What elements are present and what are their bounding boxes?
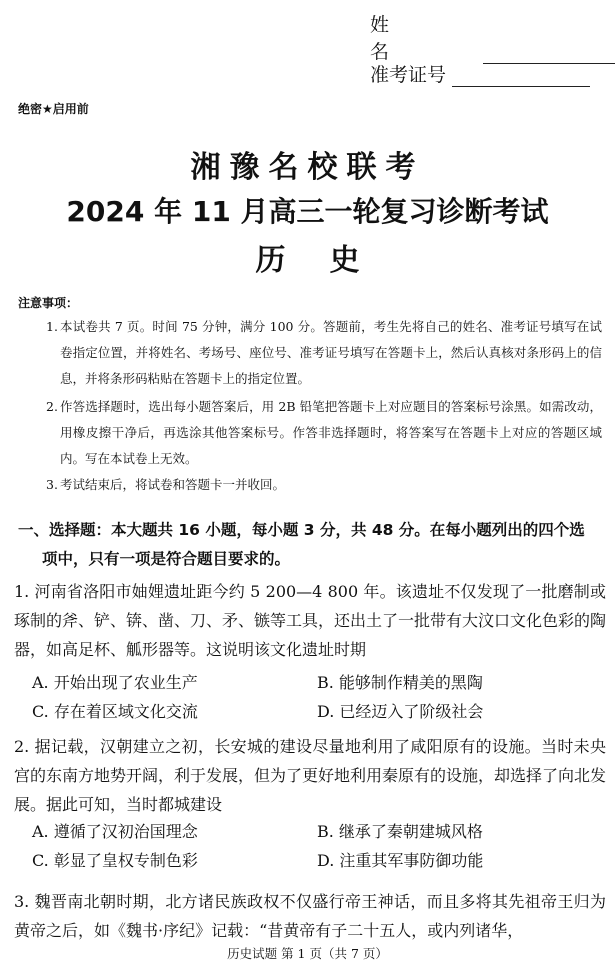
question-stem: 1. 河南省洛阳市妯娌遗址距今约 5 200—4 800 年。该遗址不仅发现了一批磨制或琢制的斧、铲、锛、凿、刀、矛、镞等工具，还出土了一批带有大汶口文化色彩的陶器，如高足杯、觚形器等。这说明该文化遗址时期 [14, 582, 607, 659]
exam-number-blank-line [452, 67, 590, 87]
notice-item-text: 本试卷共 7 页。时间 75 分钟，满分 100 分。答题前，考生先将自己的姓名、准考证号填写在试卷指定位置，并将姓名、考场号、座位号、准考证号填写在答题卡上，然后认真核对条形码上的信息，并将条形码粘贴在答题卡上的指定位置。 [60, 319, 602, 386]
notice-item [46, 472, 602, 498]
notice-item [46, 394, 602, 472]
exam-name-title: 2024 年 11 月高三一轮复习诊断考试 [66, 195, 549, 228]
exam-number-label: 准考证号 [370, 64, 447, 86]
exam-number-field [370, 60, 590, 87]
option-b: B. 能够制作精美的黑陶 [317, 673, 483, 692]
name-field [370, 10, 615, 64]
question-stem: 2. 据记载，汉朝建立之初，长安城的建设尽量地利用了咸阳原有的设施。当时未央宫的东南方地势开阔，利于发展，但为了更好地利用秦原有的设施，却选择了向北发展。据此可知，当时都城建设 [14, 737, 607, 814]
page-footer: 历史试题 第 1 页（共 7 页） [227, 946, 388, 961]
option-c: C. 存在着区域文化交流 [32, 702, 198, 721]
question-options [32, 668, 602, 726]
option-a: A. 遵循了汉初治国理念 [32, 822, 198, 841]
option-d: D. 注重其军事防御功能 [317, 851, 484, 870]
notice-item-text: 考试结束后，将试卷和答题卡一并收回。 [60, 477, 286, 492]
notice-heading: 注意事项： [18, 296, 79, 310]
option-a: A. 开始出现了农业生产 [32, 673, 198, 692]
name-label: 姓名 [370, 14, 426, 63]
section-heading [18, 516, 608, 574]
confidential-mark: 绝密★启用前 [18, 102, 89, 116]
subject-title: 历史 [255, 243, 404, 278]
exam-org-title: 湘豫名校联考 [190, 150, 425, 185]
notice-item [46, 314, 602, 392]
notice-item-number: 2. [46, 399, 58, 414]
notice-item-text: 作答选择题时，选出每小题答案后，用 2B 铅笔把答题卡上对应题目的答案标号涂黑。如需改动，用橡皮擦干净后，再选涂其他答案标号。作答非选择题时，将答案写在答题卡上对应的答题区域内。写在本试卷上无效。 [60, 399, 602, 466]
option-d: D. 已经迈入了阶级社会 [317, 702, 484, 721]
notice-item-number: 1. [46, 319, 58, 334]
section-heading-line1: 一、选择题：本大题共 16 小题，每小题 3 分，共 48 分。在每小题列出的四个选 [18, 521, 585, 539]
option-c: C. 彰显了皇权专制色彩 [32, 851, 198, 870]
option-b: B. 继承了秦朝建城风格 [317, 822, 483, 841]
question-options [32, 817, 602, 875]
section-heading-line2: 项中，只有一项是符合题目要求的。 [42, 550, 291, 568]
question-stem: 3. 魏晋南北朝时期，北方诸民族政权不仅盛行帝王神话，而且多将其先祖帝王归为黄帝之后，如《魏书·序纪》记载：“昔黄帝有子二十五人，或内列诸华， [14, 892, 606, 940]
notice-item-number: 3. [46, 477, 58, 492]
